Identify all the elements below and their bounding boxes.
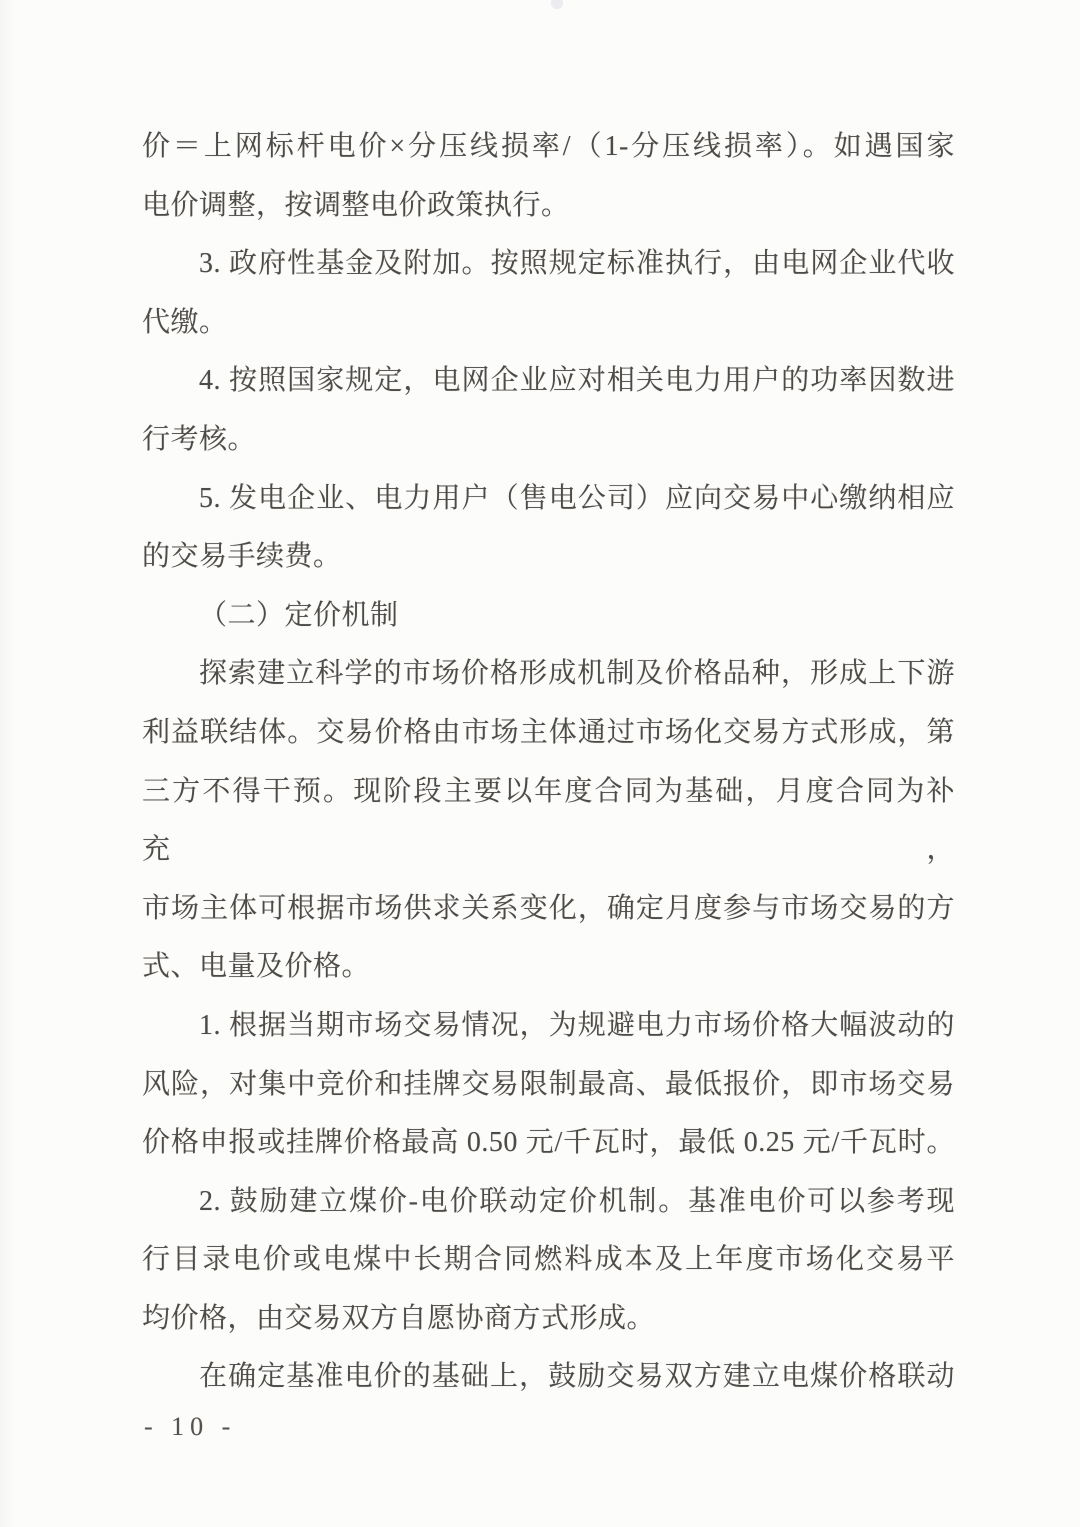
text-line: 5. 发电企业、电力用户（售电公司）应向交易中心缴纳相应 [199, 482, 955, 514]
text-line: 2. 鼓励建立煤价-电价联动定价机制。基准电价可以参考现 [199, 1185, 955, 1217]
text-line: 式、电量及价格。 [142, 951, 371, 983]
text-line: 风险，对集中竞价和挂牌交易限制最高、最低报价，即市场交易 [142, 1068, 955, 1100]
text-line: 代缴。 [142, 306, 228, 338]
text-line: 价格申报或挂牌价格最高 0.50 元/千瓦时，最低 0.25 元/千瓦时。 [142, 1127, 955, 1159]
text-line: 4. 按照国家规定，电网企业应对相关电力用户的功率因数进 [199, 365, 955, 397]
text-line: 市场主体可根据市场供求关系变化，确定月度参与市场交易的方 [142, 892, 955, 924]
text-line: 电价调整，按调整电价政策执行。 [142, 189, 570, 221]
text-line: 在确定基准电价的基础上，鼓励交易双方建立电煤价格联动 [199, 1361, 955, 1393]
text-line: 价＝上网标杆电价×分压线损率/（1-分压线损率）。如遇国家 [142, 131, 955, 162]
section-heading: （二）定价机制 [199, 599, 399, 631]
text-line: 行考核。 [142, 423, 257, 455]
document-body [142, 118, 955, 1407]
text-line: 利益联结体。交易价格由市场主体通过市场化交易方式形成，第 [142, 716, 955, 748]
text-line: 3. 政府性基金及附加。按照规定标准执行，由电网企业代收 [199, 248, 955, 280]
page-number: - 10 - [144, 1412, 237, 1441]
text-line: 的交易手续费。 [142, 541, 342, 573]
text-line: 1. 根据当期市场交易情况，为规避电力市场价格大幅波动的 [199, 1009, 955, 1041]
text-line: 行目录电价或电煤中长期合同燃料成本及上年度市场化交易平 [142, 1244, 955, 1276]
text-line: 三方不得干预。现阶段主要以年度合同为基础，月度合同为补充， [142, 775, 955, 866]
text-line: 均价格，由交易双方自愿协商方式形成。 [142, 1302, 656, 1334]
scan-artifact [551, 0, 563, 9]
text-line: 探索建立科学的市场价格形成机制及价格品种，形成上下游 [199, 658, 955, 690]
